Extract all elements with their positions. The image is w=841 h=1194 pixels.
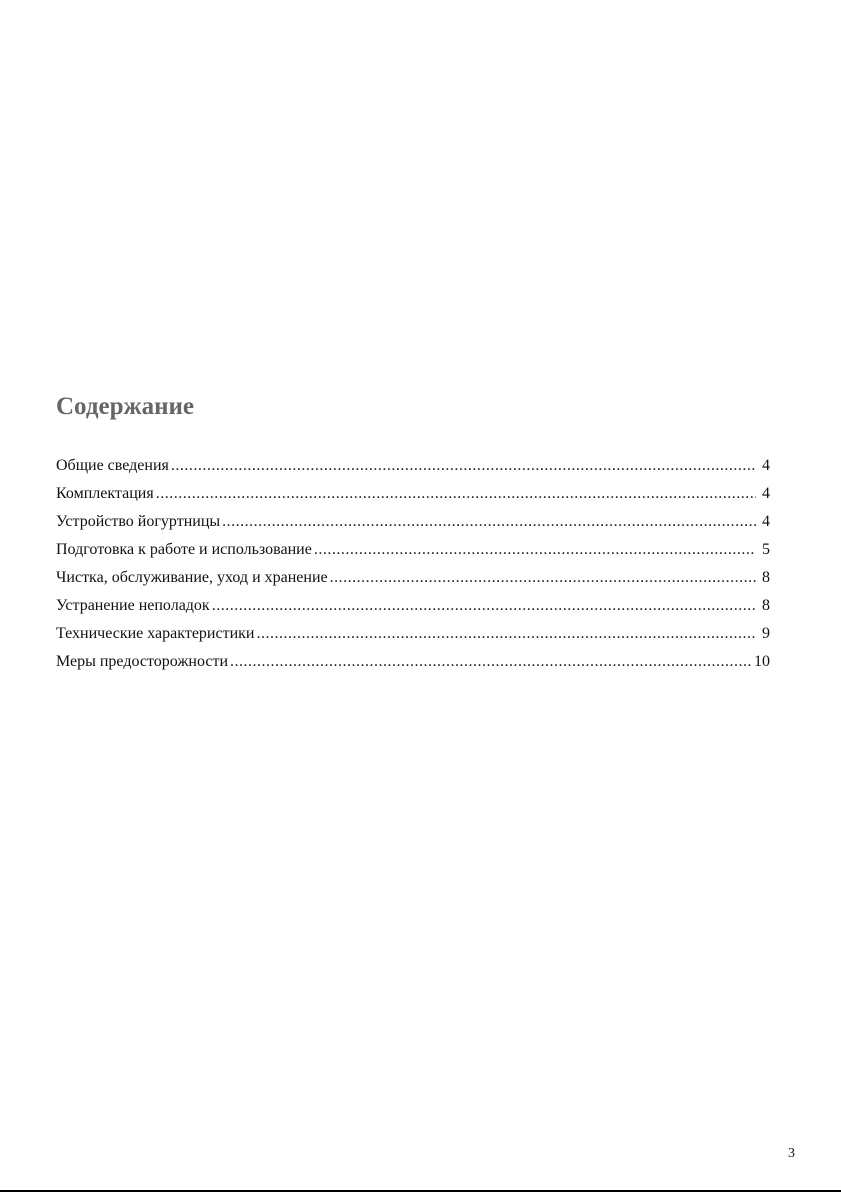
toc-entry-label: Чистка, обслуживание, уход и хранение: [56, 569, 328, 586]
bottom-divider: [0, 1190, 841, 1192]
toc-entry[interactable]: [56, 536, 770, 564]
toc-entry-page: 9: [762, 625, 770, 642]
toc-entry[interactable]: [56, 592, 770, 620]
toc-entry-label: Комплектация: [56, 485, 154, 502]
toc-entry[interactable]: [56, 480, 770, 508]
toc-entry[interactable]: [56, 508, 770, 536]
toc-entry-label: Меры предосторожности: [56, 653, 229, 670]
toc-leader-dots: [230, 648, 752, 676]
toc-entry-page: 8: [762, 597, 770, 614]
toc-entry[interactable]: [56, 564, 770, 592]
toc-entry[interactable]: [56, 452, 770, 480]
toc-entry-label: Устранение неполадок: [56, 597, 210, 614]
toc-leader-dots: [171, 452, 756, 480]
page-title: Содержание: [56, 393, 195, 420]
toc-leader-dots: [256, 620, 756, 648]
toc-leader-dots: [156, 480, 756, 508]
page-number: 3: [788, 1146, 795, 1161]
toc-entry-page: 5: [762, 541, 770, 558]
toc-entry-page: 4: [762, 485, 770, 502]
toc-entry-label: Общие сведения: [56, 457, 169, 474]
toc-leader-dots: [222, 508, 756, 536]
toc-entry-label: Технические характеристики: [56, 625, 255, 642]
toc-entry-page: 10: [754, 653, 770, 670]
table-of-contents: [56, 452, 770, 676]
toc-entry[interactable]: [56, 648, 770, 676]
toc-leader-dots: [314, 536, 756, 564]
toc-entry-page: 4: [762, 457, 770, 474]
toc-entry-label: Устройство йогуртницы: [56, 513, 221, 530]
toc-entry-page: 4: [762, 513, 770, 530]
toc-entry-label: Подготовка к работе и использование: [56, 541, 312, 558]
toc-leader-dots: [330, 564, 756, 592]
toc-entry-page: 8: [762, 569, 770, 586]
toc-entry[interactable]: [56, 620, 770, 648]
toc-leader-dots: [212, 592, 756, 620]
